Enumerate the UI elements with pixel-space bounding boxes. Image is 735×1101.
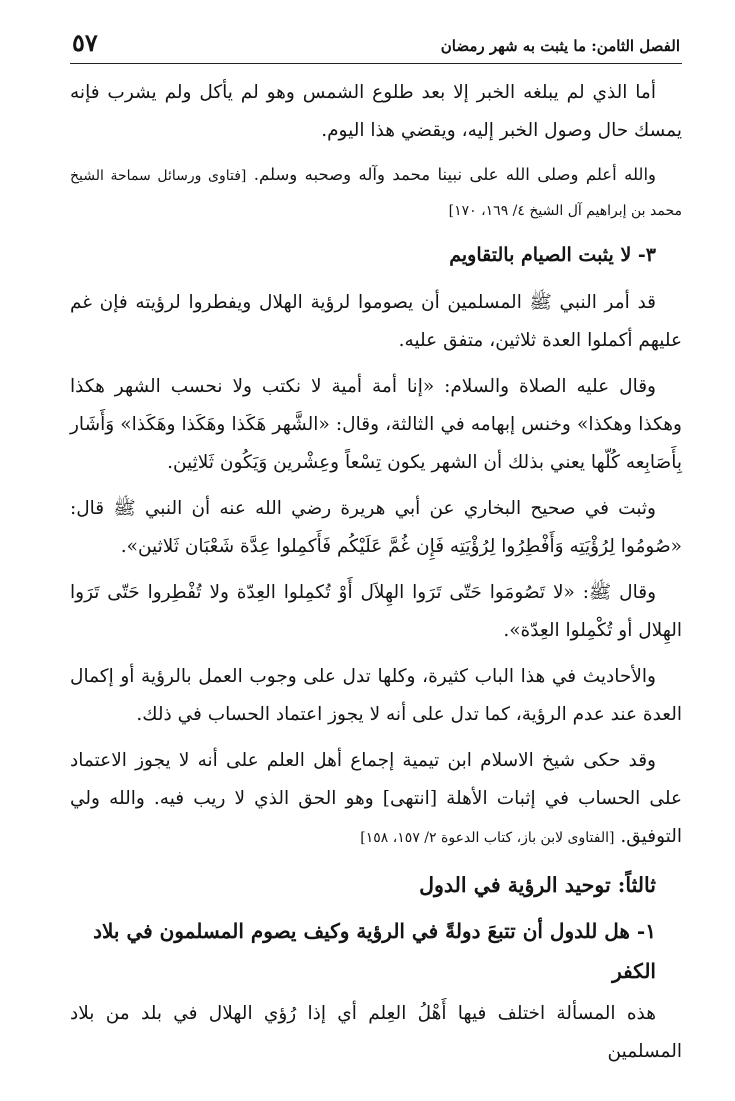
- question-heading-1: ١- هل للدول أن تتبعَ دولةً في الرؤية وكيف يصوم المسلمون في بلاد الكفر: [93, 919, 656, 983]
- paragraph-8-text: وقد حكى شيخ الاسلام ابن تيمية إجماع أهل العلم على أنه لا يجوز الاعتماد على الحساب في إثبات الأهلة [انتهى] وهو الحق الذي لا ريب فيه. والله ولي التوفيق.: [70, 750, 682, 847]
- paragraph-1: أما الذي لم يبلغه الخبر إلا بعد طلوع الشمس وهو لم يأكل ولم يشرب فإنه يمسك حال وصول الخبر إليه، ويقضي هذا اليوم.: [70, 82, 682, 141]
- paragraph-2-text: والله أعلم وصلى الله على نبينا محمد وآله وصحبه وسلم.: [253, 165, 657, 184]
- paragraph-5: وثبت في صحيح البخاري عن أبي هريرة رضي الله عنه أن النبي ﷺ قال: «صُومُوا لِرُؤْيَتِه وَأَفْطِرُوا لِرُؤْيَتِه فَإِن غُمَّ عَلَيْكُم فَأَكمِلوا عِدَّة شَعْبَان ثَلاثين».: [70, 498, 682, 557]
- paragraph-4: وقال عليه الصلاة والسلام: «إنا أمة أمية لا نكتب ولا نحسب الشهر هكذا وهكذا وهكذا» وخنس إبهامه في الثالثة، وقال: «الشَّهر هَكَذا وهَكَذا وهَكَذا» وَأَشَار بِأَصَابِعه كُلّها يعني بذلك أن الشهر يكون تِسْعاً وعِشْرين وَيَكُون ثَلاثِين.: [70, 376, 682, 473]
- section-heading-third: ثالثاً: توحيد الرؤية في الدول: [419, 873, 656, 897]
- page-header: [70, 28, 682, 64]
- running-head: الفصل الثامن: ما يثبت به شهر رمضان: [440, 37, 680, 55]
- paragraph-9: هذه المسألة اختلف فيها أَهْلُ العِلم أي إذا رُؤي الهلال في بلد من بلاد المسلمين: [70, 1003, 682, 1062]
- paragraph-3: قد أمر النبي ﷺ المسلمين أن يصوموا لرؤية الهلال ويفطروا لرؤيته فإن غم عليهم أكملوا العدة ثلاثين، متفق عليه.: [70, 292, 682, 351]
- page-number: ٥٧: [72, 28, 98, 57]
- citation-1: [فتاوى ورسائل سماحة الشيخ محمد بن إبراهيم آل الشيخ ٤/ ١٦٩، ١٧٠]: [70, 168, 682, 219]
- book-page: [70, 28, 682, 1079]
- paragraph-6: وقال ﷺ: «لا تَصُومَوا حَتّى تَرَوا الهِلاَل أَوْ تُكمِلوا العِدّة ولا تُفْطِروا حَتّى تَرَوا الهِلال أو تُكْمِلوا العِدّة».: [70, 582, 682, 641]
- paragraph-2: [70, 158, 682, 228]
- section-heading-3: ٣- لا يثبت الصيام بالتقاويم: [449, 244, 656, 266]
- paragraph-7: والأحاديث في هذا الباب كثيرة، وكلها تدل على وجوب العمل بالرؤية أو إكمال العدة عند عدم الرؤية، كما تدل على أنه لا يجوز اعتماد الحساب في ذلك.: [70, 666, 682, 725]
- page-body: [70, 74, 682, 1071]
- paragraph-8: [70, 742, 682, 857]
- citation-2: [الفتاوى لابن باز، كتاب الدعوة ٢/ ١٥٧، ١٥٨]: [360, 830, 615, 846]
